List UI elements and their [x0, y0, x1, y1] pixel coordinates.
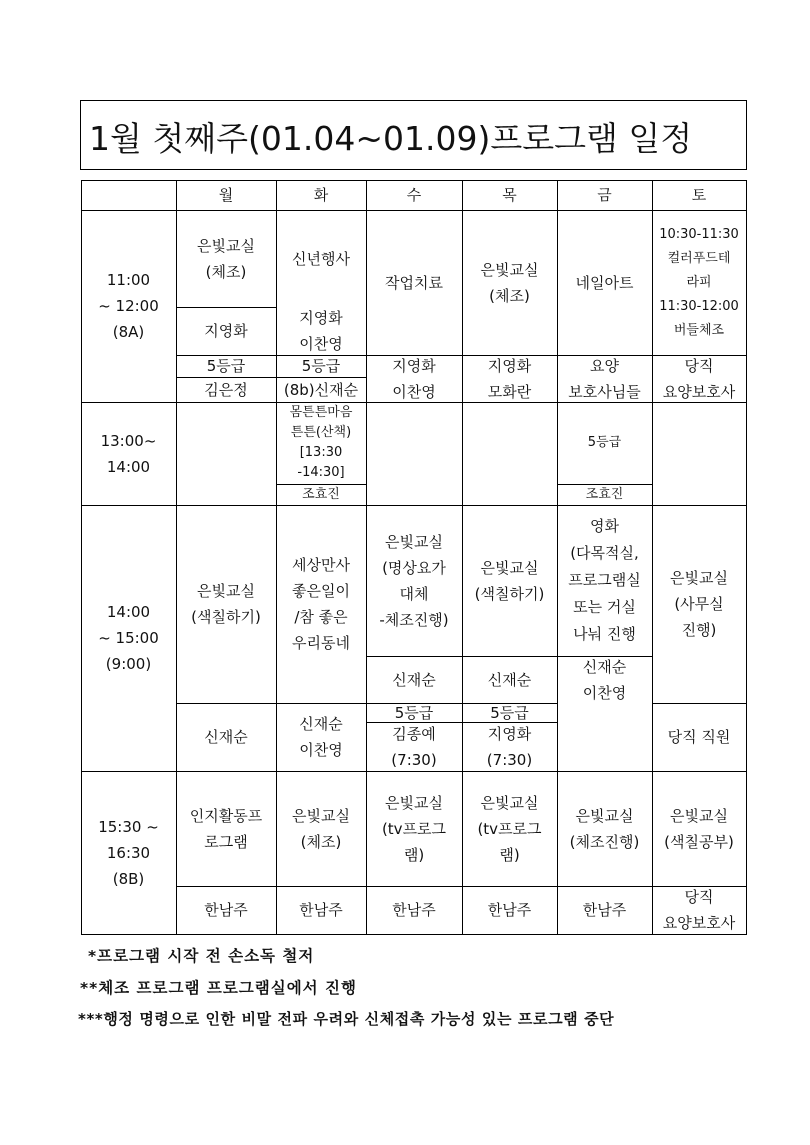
grade-cell: 5등급 — [394, 703, 434, 722]
name-cell: 지영화 (7:30) — [486, 724, 533, 769]
program-cell: 은빛교실 (색칠하기) — [474, 558, 545, 603]
program-cell: 은빛교실 (체조) — [197, 236, 255, 281]
name-cell: 김종예 (7:30) — [391, 724, 437, 769]
time-slot-2: 13:00~ 14:00 — [100, 431, 157, 476]
program-cell: 은빛교실 (색칠공부) — [664, 806, 734, 851]
header-wed: 수 — [406, 186, 422, 204]
program-cell: 신년행사 — [292, 249, 350, 268]
header-thu: 목 — [502, 186, 517, 204]
time-slot-1: 11:00 ~ 12:00 (8A) — [98, 271, 159, 341]
header-tue: 화 — [313, 186, 329, 204]
staff-cell: 한남주 — [204, 901, 248, 919]
staff-cell: 지영화 이찬영 — [392, 356, 436, 401]
grade-cell: 5등급 — [587, 435, 622, 450]
table-line — [746, 180, 747, 934]
program-cell: 몸튼튼마음 튼튼(산책) [13:30 -14:30] — [289, 405, 353, 480]
staff-cell: 한남주 — [392, 901, 436, 919]
staff-cell: 지영화 모화란 — [487, 356, 532, 401]
note-2: **체조 프로그램 프로그램실에서 진행 — [80, 979, 357, 997]
name-cell: (8b)신재순 — [283, 380, 359, 399]
staff-cell: 한남주 — [487, 901, 532, 919]
program-cell: 영화 (다목적실, 프로그램실 또는 거실 나눠 진행 — [568, 517, 641, 643]
program-cell: 은빛교실 (체조) — [480, 260, 539, 305]
staff-cell: 당직 직원 — [667, 728, 731, 746]
staff-cell: 요양 보호사님들 — [568, 356, 641, 401]
staff-cell: 당직 요양보호사 — [662, 356, 736, 401]
staff-cell: 조효진 — [585, 486, 624, 502]
note-3: ***행정 명령으로 인한 비말 전파 우려와 신체접촉 가능성 있는 프로그램 중단 — [78, 1010, 615, 1028]
staff-cell: 한남주 — [582, 901, 627, 919]
header-mon: 월 — [218, 186, 234, 204]
program-cell: 은빛교실 (체조) — [292, 806, 350, 851]
staff-cell: 지영화 — [204, 322, 248, 340]
program-cell: 은빛교실 (색칠하기) — [191, 582, 261, 626]
staff-cell: 신재순 이찬영 — [582, 657, 627, 702]
program-cell: 은빛교실 (tv프로그 램) — [477, 793, 542, 864]
program-cell: 세상만사 좋은일이 /참 좋은 우리동네 — [292, 556, 350, 652]
note-1: *프로그램 시작 전 손소독 철저 — [88, 947, 315, 965]
staff-cell: 신재순 — [487, 670, 532, 689]
program-cell: 작업치료 — [385, 273, 443, 292]
staff-cell: 신재순 — [392, 670, 436, 689]
program-cell: 은빛교실 (명상요가 대체 -체조진행) — [379, 532, 449, 629]
staff-cell: 당직 요양보호사 — [662, 888, 736, 932]
program-cell: 인지활동프 로그램 — [189, 806, 263, 851]
time-slot-3: 14:00 ~ 15:00 (9:00) — [98, 603, 159, 673]
grade-cell: 5등급 — [206, 357, 246, 375]
grade-cell: 5등급 — [301, 357, 341, 375]
grade-cell: 5등급 — [490, 703, 529, 722]
staff-cell: 신재순 — [204, 728, 248, 746]
program-cell: 은빛교실 (체조진행) — [569, 806, 640, 851]
staff-cell: 조효진 — [302, 486, 340, 502]
program-cell: 은빛교실 (사무실 진행) — [670, 569, 728, 639]
time-slot-4: 15:30 ~ 16:30 (8B) — [98, 817, 159, 888]
program-cell: 네일아트 — [575, 273, 634, 292]
program-cell: 은빛교실 (tv프로그 램) — [381, 793, 447, 864]
page-title: 1월 첫째주(01.04~01.09)프로그램 일정 — [89, 119, 693, 158]
staff-cell: 지영화 이찬영 — [299, 309, 343, 353]
header-sat: 토 — [691, 186, 707, 204]
name-cell: 김은정 — [204, 380, 248, 399]
header-fri: 금 — [597, 186, 612, 204]
staff-cell: 신재순 이찬영 — [299, 715, 343, 759]
program-cell: 10:30-11:30 컬러푸드테 라피 11:30-12:00 버들체조 — [659, 226, 739, 338]
staff-cell: 한남주 — [299, 901, 343, 919]
table-line — [81, 934, 747, 935]
